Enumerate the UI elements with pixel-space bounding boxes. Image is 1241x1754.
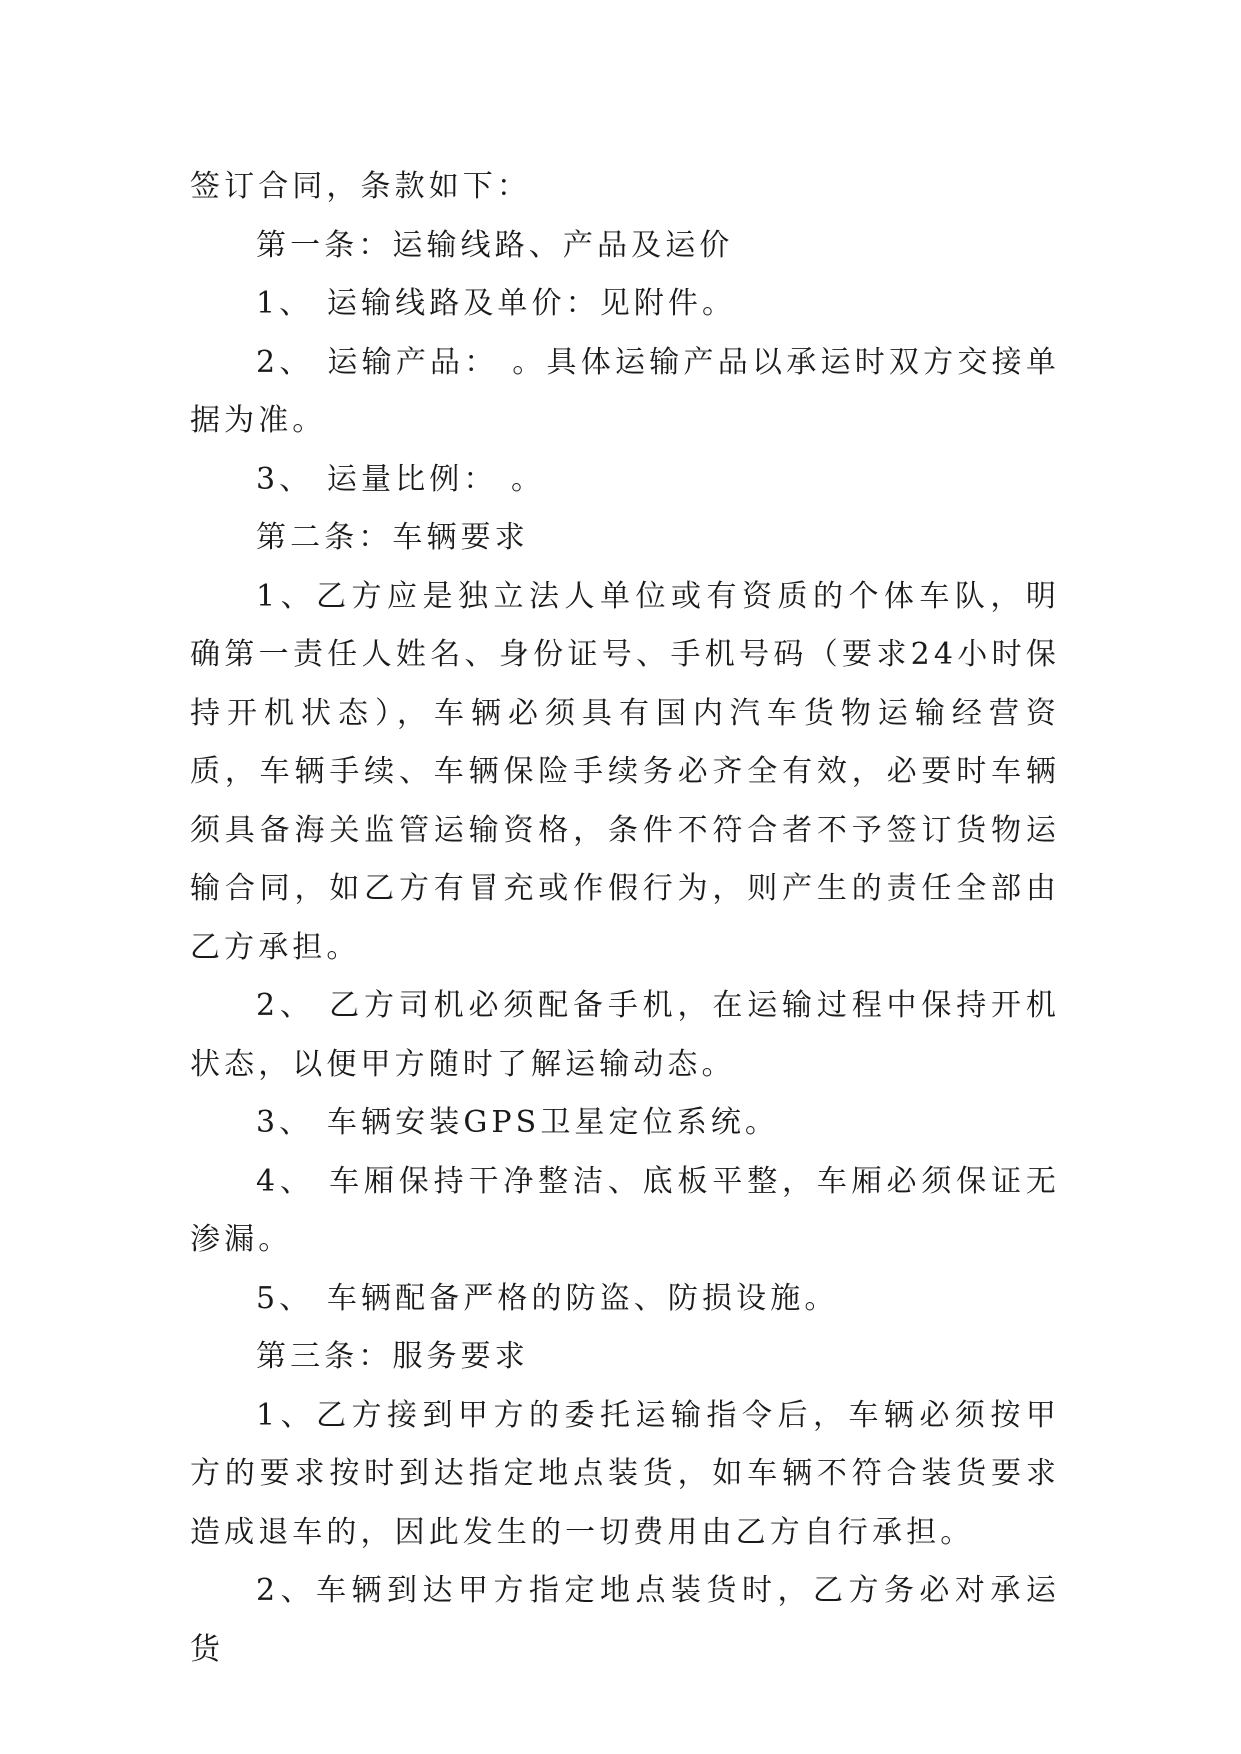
article-3-item-1: 1、乙方接到甲方的委托运输指令后，车辆必须按甲方的要求按时到达指定地点装货，如车辆不符合装货要求造成退车的，因此发生的一切费用由乙方自行承担。 xyxy=(190,1397,1060,1550)
article-1-item-3: 3、 运量比例： 。 xyxy=(256,461,546,497)
paragraph-intro: 签订合同，条款如下： xyxy=(190,169,531,204)
article-1-item-2: 2、 运输产品： 。具体运输产品以承运时双方交接单据为准。 xyxy=(190,344,1060,438)
article-2-item-3: 3、 车辆安装GPS卫星定位系统。 xyxy=(256,1105,780,1140)
article-2-heading: 第二条：车辆要求 xyxy=(256,520,529,555)
article-2-item-5: 5、 车辆配备严格的防盗、防损设施。 xyxy=(256,1280,839,1316)
article-2-item-4: 4、 车厢保持干净整洁、底板平整，车厢必须保证无渗漏。 xyxy=(190,1163,1060,1257)
article-3-item-2: 2、车辆到达甲方指定地点装货时，乙方务必对承运货 xyxy=(190,1573,1060,1667)
article-3-heading: 第三条：服务要求 xyxy=(256,1339,529,1374)
article-2-item-1: 1、乙方应是独立法人单位或有资质的个体车队，明确第一责任人姓名、身份证号、手机号码（要求24小时保持开机状态），车辆必须具有国内汽车货物运输经营资质，车辆手续、车辆保险手续务必齐全有效，必要时车辆须具备海关监管运输资格，条件不符合者不予签订货物运输合同，如乙方有冒充或作假行为，则产生的责任全部由乙方承担。 xyxy=(190,578,1060,965)
article-2-item-2: 2、 乙方司机必须配备手机，在运输过程中保持开机状态，以便甲方随时了解运输动态。 xyxy=(190,988,1060,1082)
document-body xyxy=(190,158,1060,1679)
article-1-heading: 第一条：运输线路、产品及运价 xyxy=(256,227,734,263)
article-1-item-1: 1、 运输线路及单价：见附件。 xyxy=(256,286,737,321)
